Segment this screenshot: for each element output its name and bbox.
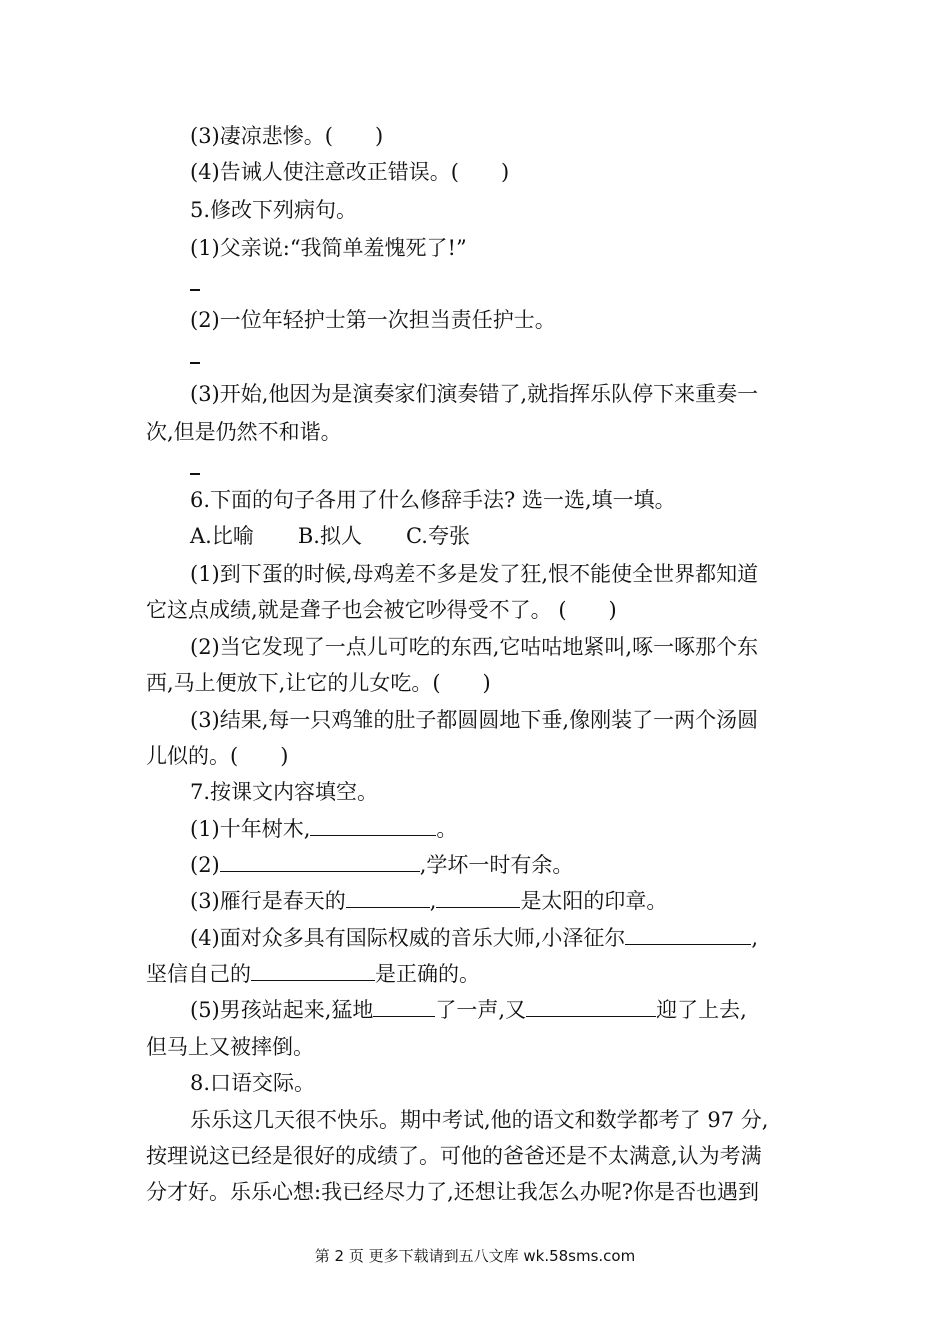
q7-item-2-text: ,学坏一时有余。 (419, 853, 574, 877)
q5-item-2: (2)一位年轻护士第一次担当责任护士。 (190, 308, 556, 332)
fill-blank (346, 887, 430, 908)
answer-line-mark (190, 473, 200, 475)
q7-item-1-end: 。 (436, 817, 458, 841)
answer-line-mark (190, 289, 200, 291)
q7-item-3-end: 是太阳的印章。 (520, 889, 668, 913)
q4-item-4: (4)告诫人使注意改正错误。( ) (190, 160, 510, 184)
q8-paragraph-line3: 分才好。乐乐心想:我已经尽力了,还想让我怎么办呢?你是否也遇到 (146, 1180, 760, 1204)
fill-blank (526, 996, 656, 1017)
fill-blank (625, 924, 751, 945)
option-a: A.比喻 (190, 524, 254, 548)
q6-item-2-line1: (2)当它发现了一点儿可吃的东西,它咕咕地紧叫,啄一啄那个东 (190, 635, 759, 659)
q6-item-3-line2: 儿似的。( ) (146, 744, 289, 768)
q6-title: 6.下面的句子各用了什么修辞手法? 选一选,填一填。 (190, 488, 676, 512)
q7-item-3-comma: , (429, 889, 437, 913)
q5-item-3-line2: 次,但是仍然不和谐。 (146, 420, 342, 444)
q8-paragraph-line2: 按理说这已经是很好的成绩了。可他的爸爸还是不太满意,认为考满 (146, 1144, 762, 1168)
fill-blank (220, 851, 420, 872)
q6-item-1-line1: (1)到下蛋的时候,母鸡差不多是发了狂,恨不能使全世界都知道 (190, 562, 759, 586)
fill-blank (373, 996, 435, 1017)
q7-item-5-text: (5)男孩站起来,猛地 (190, 998, 374, 1022)
q7-item-1 (190, 815, 810, 843)
option-b: B.拟人 (297, 524, 362, 548)
q8-title: 8.口语交际。 (190, 1071, 316, 1095)
q5-title: 5.修改下列病句。 (190, 198, 358, 222)
q7-item-4-text: (4)面对众多具有国际权威的音乐大师,小泽征尔 (190, 926, 626, 950)
q7-item-3 (190, 887, 810, 915)
page-footer: 第 2 页 更多下载请到五八文库 wk.58sms.com (314, 1247, 636, 1265)
q7-item-4-text2: 坚信自己的 (146, 962, 251, 986)
q7-item-5-mid: 了一声,又 (435, 998, 527, 1022)
q6-item-1-line2: 它这点成绩,就是聋子也会被它吵得受不了。 ( ) (146, 598, 617, 622)
q6-options (190, 522, 810, 550)
q7-item-2-num: (2) (190, 853, 220, 877)
q5-item-1: (1)父亲说:“我简单羞愧死了!” (190, 236, 467, 260)
q7-item-1-text: (1)十年树木, (190, 817, 311, 841)
q7-item-4-end: 是正确的。 (375, 962, 480, 986)
q8-paragraph-line1: 乐乐这几天很不快乐。期中考试,他的语文和数学都考了 97 分, (190, 1108, 769, 1132)
option-c: C.夸张 (405, 524, 470, 548)
q6-item-2-line2: 西,马上便放下,让它的儿女吃。( ) (146, 671, 491, 695)
q7-item-3-text: (3)雁行是春天的 (190, 889, 346, 913)
q7-item-4-line2 (146, 960, 810, 988)
q7-item-5-end: 迎了上去, (656, 998, 747, 1022)
fill-blank (251, 960, 375, 981)
q7-item-2 (190, 851, 810, 879)
q5-item-3-line1: (3)开始,他因为是演奏家们演奏错了,就指挥乐队停下来重奏一 (190, 382, 759, 406)
q7-title: 7.按课文内容填空。 (190, 780, 379, 804)
fill-blank (436, 887, 520, 908)
fill-blank (310, 815, 436, 836)
q7-item-5-line2: 但马上又被摔倒。 (146, 1035, 314, 1059)
answer-line-mark (190, 362, 200, 364)
q4-item-3: (3)凄凉悲惨。( ) (190, 124, 384, 148)
q7-item-5-line1 (190, 996, 810, 1024)
q6-item-3-line1: (3)结果,每一只鸡雏的肚子都圆圆地下垂,像刚装了一两个汤圆 (190, 708, 759, 732)
q7-item-4-line1 (190, 924, 810, 952)
q7-item-4-comma: , (751, 926, 759, 950)
